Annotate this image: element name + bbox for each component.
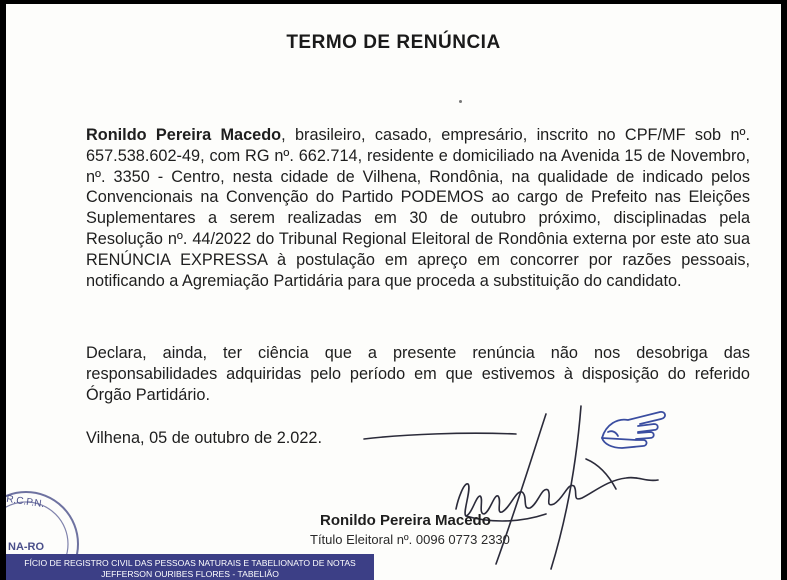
stamp-notary-line: JEFFERSON OURIBES FLORES - TABELIÃO — [101, 569, 279, 579]
date-line: Vilhena, 05 de outubro de 2.022. — [86, 429, 322, 447]
renunciation-text: , brasileiro, casado, empresário, inscrito no CPF/MF sob nº. 657.538.602-49, com RG nº. 662.714, residente e domiciliado na Avenida 15 de Novembro, nº. 3350 - Centro, nesta cidade de Vilhena, Rondônia, na qualidade de indicado pelos Convencionais na Convenção do Partido PODEMOS ao cargo de Prefeito nas Eleições Suplementares a serem realizadas em 30 de outubro próximo, disciplinadas pela Resolução nº. 44/2022 do Tribunal Regional Eleitoral de Rondônia externa por este ato sua RENÚNCIA EXPRESSA à postulação em apreço em concorrer por razões pessoais, notificando a Agremiação Partidária para que proceda a substituição do candidato. — [86, 126, 750, 290]
document-title: TERMO DE RENÚNCIA — [286, 32, 501, 53]
signer-name: Ronildo Pereira Macedo — [320, 512, 491, 529]
pointing-hand-icon — [598, 406, 670, 452]
notary-stamp-banner — [6, 554, 374, 580]
signer-voter-id: Título Eleitoral nº. 0096 0773 2330 — [310, 532, 510, 547]
stamp-office-line: FÍCIO DE REGISTRO CIVIL DAS PESSOAS NATURAIS E TABELIONATO DE NOTAS — [24, 558, 356, 568]
svg-text:NA-RO: NA-RO — [8, 541, 45, 553]
document-page — [6, 4, 781, 580]
svg-text:R.C.P.N.: R.C.P.N. — [5, 493, 45, 511]
declaration-paragraph: Declara, ainda, ter ciência que a presente renúncia não nos desobriga das responsabilidades adquiridas pelo período em que estivemos à disposição do referido Órgão Partidário. — [86, 344, 750, 404]
speck-mark — [459, 100, 462, 103]
renunciation-paragraph — [86, 125, 750, 291]
declarant-name: Ronildo Pereira Macedo — [86, 126, 282, 144]
